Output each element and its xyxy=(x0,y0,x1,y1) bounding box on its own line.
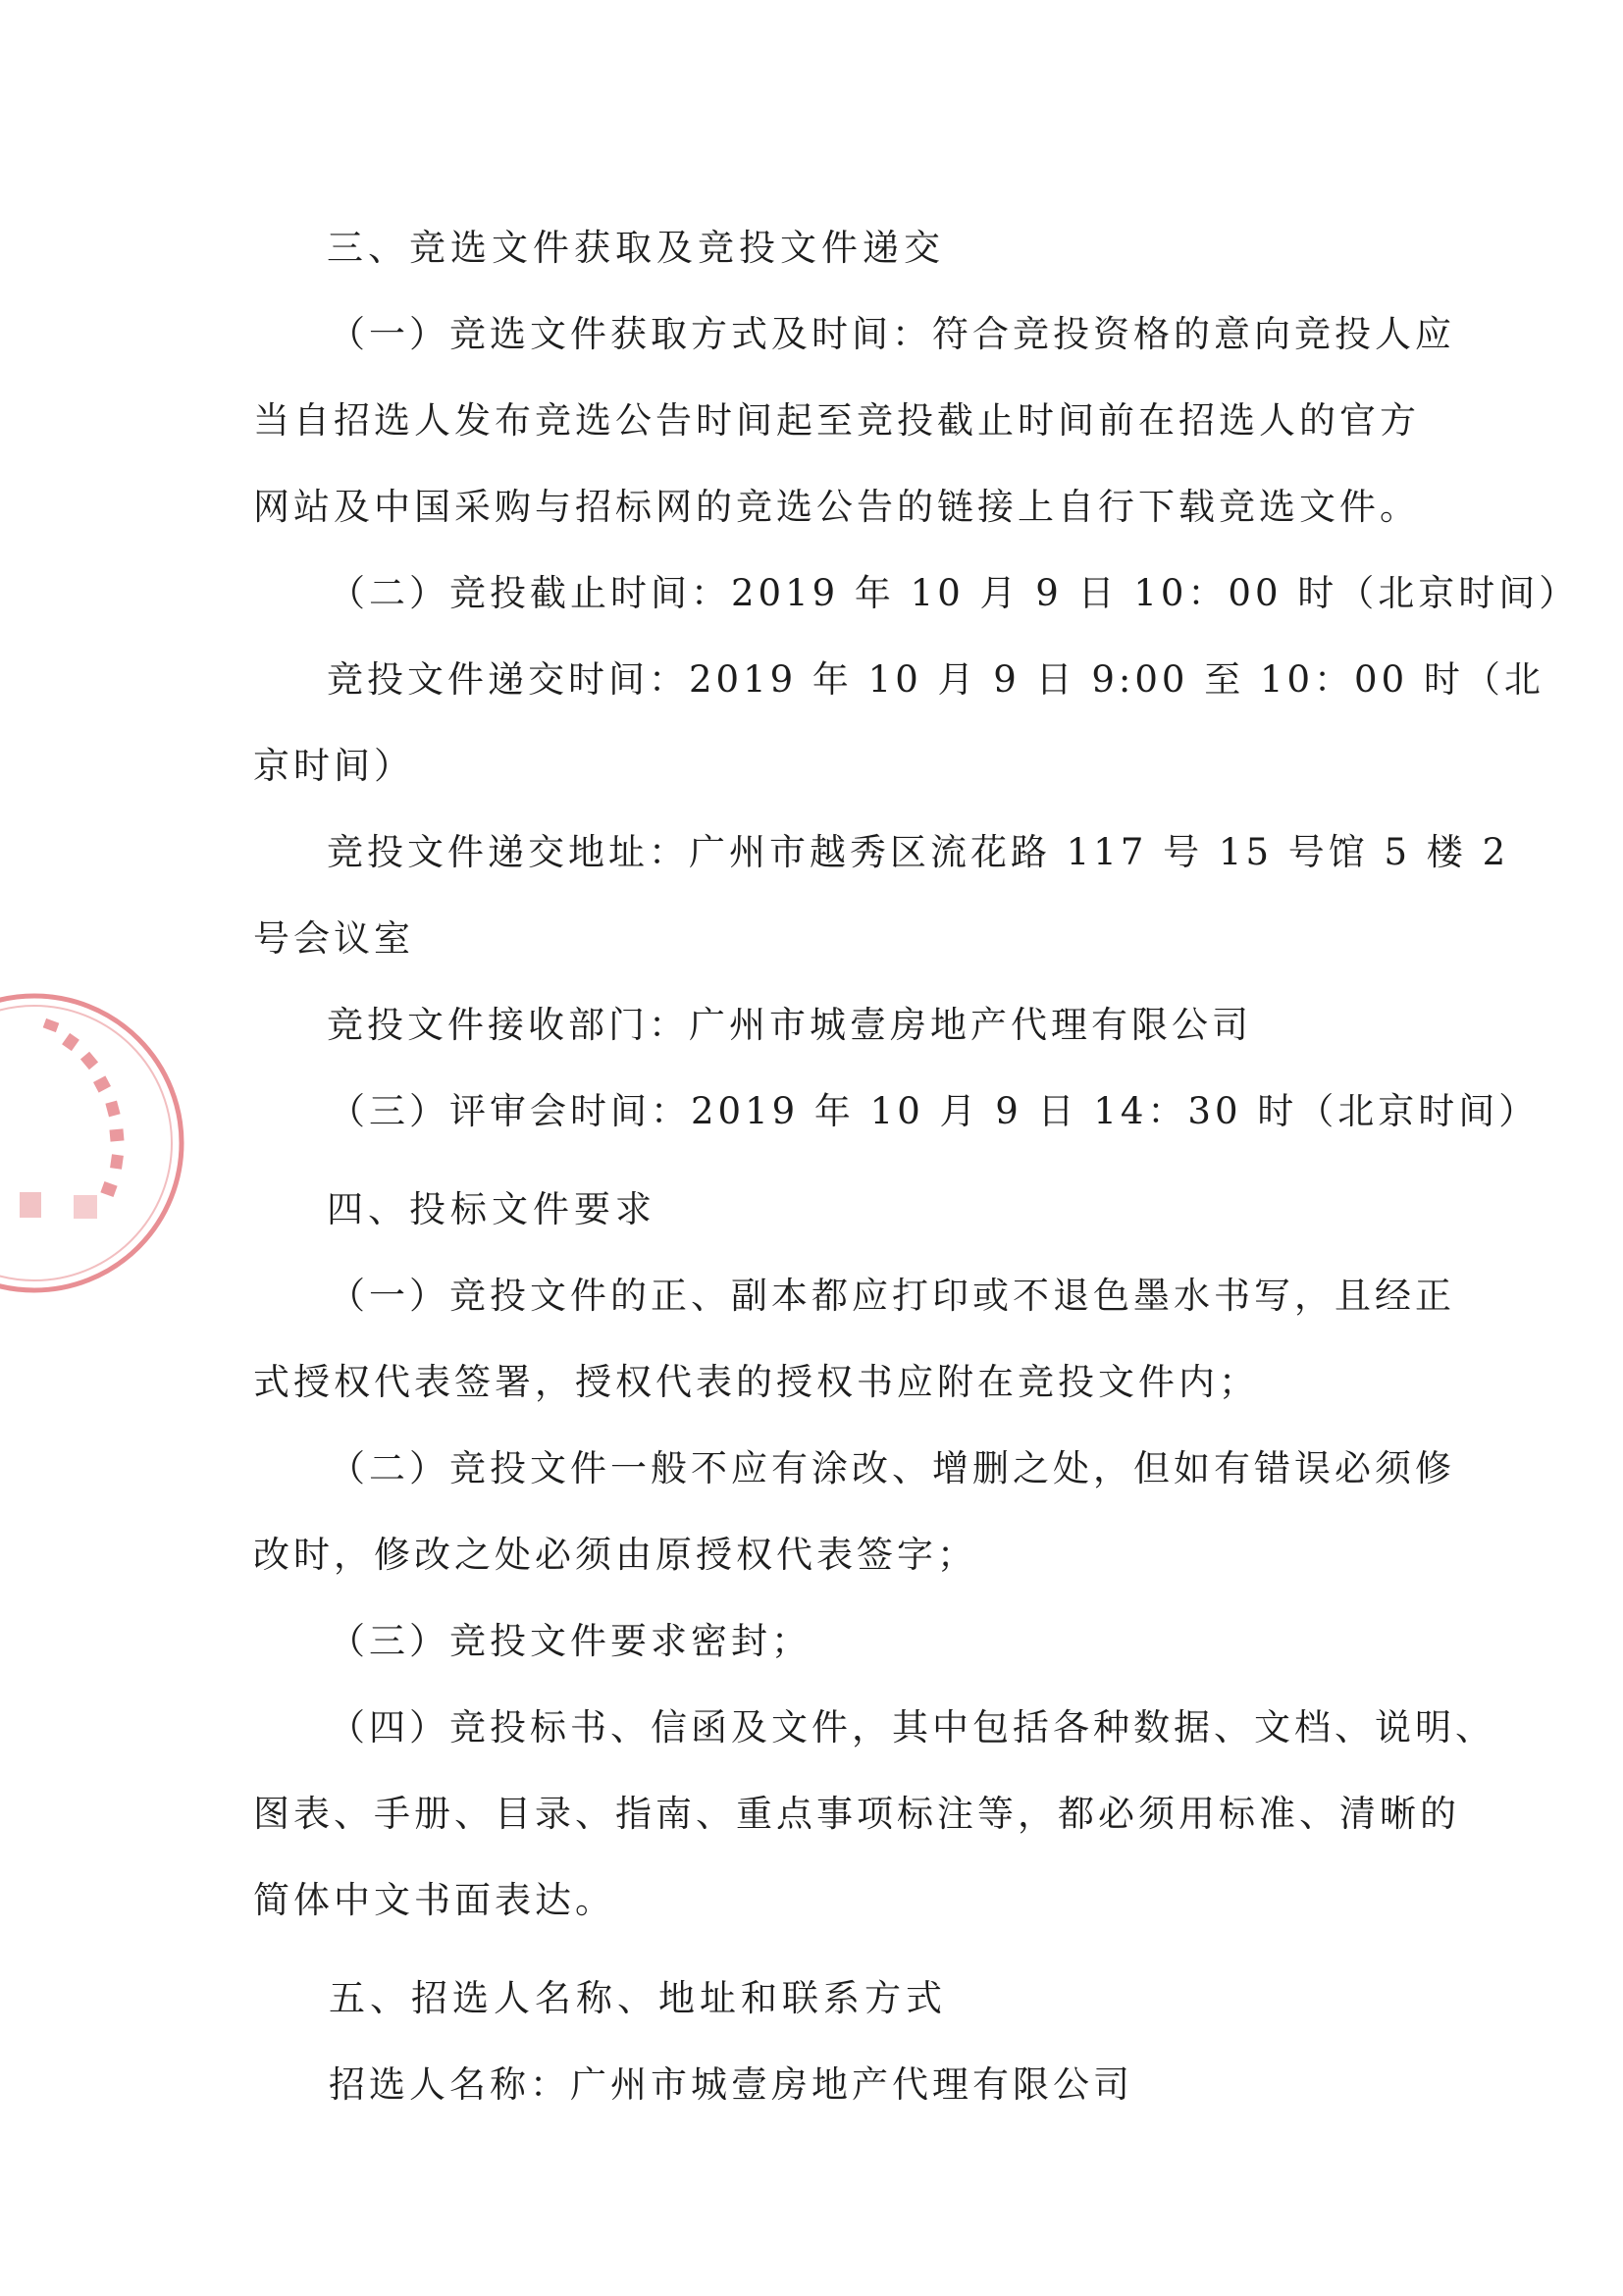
paragraph-line: 图表、手册、目录、指南、重点事项标注等，都必须用标准、清晰的 xyxy=(253,1793,1460,1835)
paragraph-line: 当自招选人发布竞选公告时间起至竞投截止时间前在招选人的官方 xyxy=(253,399,1420,442)
paragraph-line: 网站及中国采购与招标网的竞选公告的链接上自行下载竞选文件。 xyxy=(253,486,1420,528)
paragraph-line: 式授权代表签署，授权代表的授权书应附在竞投文件内； xyxy=(253,1361,1259,1403)
paragraph-line: （三）竞投文件要求密封； xyxy=(329,1620,812,1662)
paragraph-line: （二）竞投截止时间：2019 年 10 月 9 日 10：00 时（北京时间） xyxy=(329,572,1580,614)
paragraph-line: 竞投文件接收部门：广州市城壹房地产代理有限公司 xyxy=(327,1004,1252,1046)
paragraph-line: （一）竞投文件的正、副本都应打印或不退色墨水书写，且经正 xyxy=(329,1275,1455,1317)
section-five-heading: 五、招选人名称、地址和联系方式 xyxy=(329,1977,947,2019)
paragraph-line: （四）竞投标书、信函及文件，其中包括各种数据、文档、说明、 xyxy=(329,1706,1495,1748)
section-three-heading: 三、竞选文件获取及竞投文件递交 xyxy=(327,227,945,269)
paragraph-line: （二）竞投文件一般不应有涂改、增删之处，但如有错误必须修 xyxy=(329,1447,1455,1489)
company-seal-stamp xyxy=(0,981,196,1305)
paragraph-line: 号会议室 xyxy=(253,917,414,960)
section-four-heading: 四、投标文件要求 xyxy=(327,1188,656,1230)
paragraph-line: 竞投文件递交地址：广州市越秀区流花路 117 号 15 号馆 5 楼 2 xyxy=(327,831,1510,873)
paragraph-line: 竞投文件递交时间：2019 年 10 月 9 日 9:00 至 10：00 时（北 xyxy=(327,658,1544,701)
paragraph-line: （三）评审会时间：2019 年 10 月 9 日 14：30 时（北京时间） xyxy=(329,1090,1540,1132)
paragraph-line: 改时，修改之处必须由原授权代表签字； xyxy=(253,1534,977,1576)
paragraph-line: （一）竞选文件获取方式及时间：符合竞投资格的意向竞投人应 xyxy=(329,313,1455,355)
paragraph-line: 招选人名称：广州市城壹房地产代理有限公司 xyxy=(329,2063,1133,2106)
paragraph-line: 京时间） xyxy=(253,745,414,787)
paragraph-line: 简体中文书面表达。 xyxy=(253,1879,615,1921)
